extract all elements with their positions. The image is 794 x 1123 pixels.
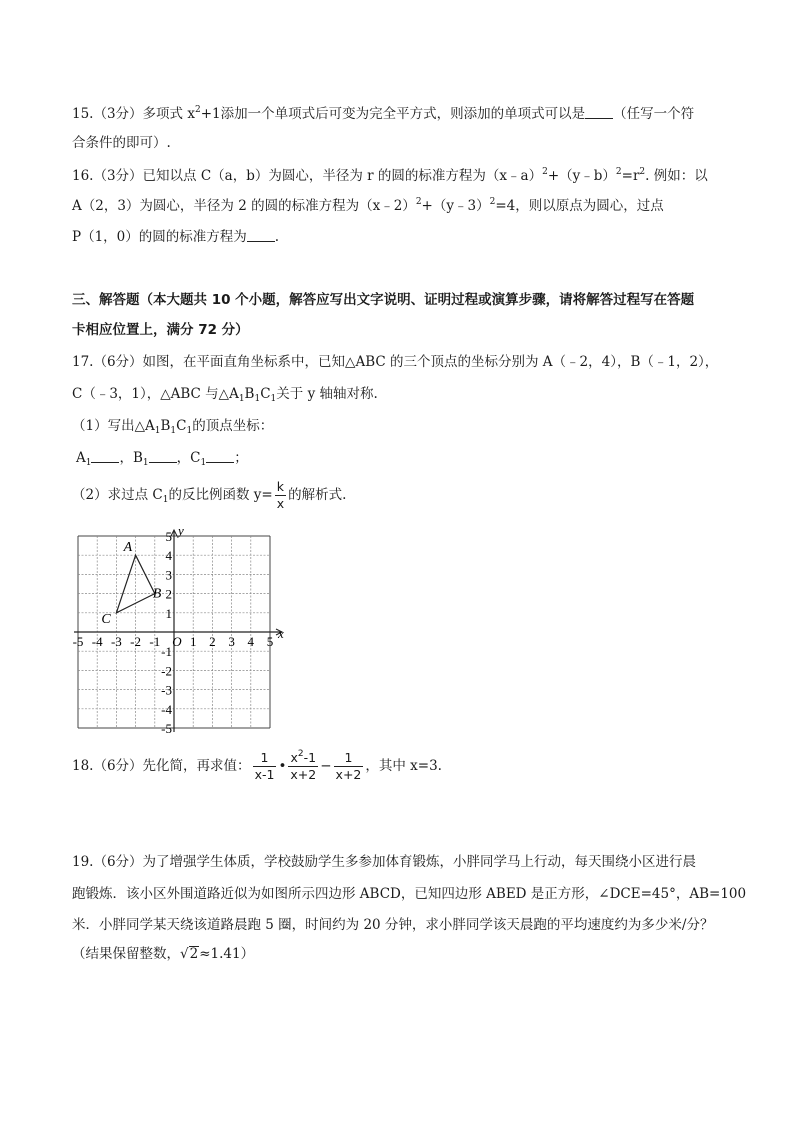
y-tick-label: -2 (161, 663, 172, 679)
x-tick-label: O (172, 634, 182, 649)
y-tick-label: -5 (161, 721, 172, 734)
q19-line1: 19.（6分）为了增强学生体质，学校鼓励学生多参加体育锻炼，小胖同学马上行动，每天围绕小区进行晨 (72, 854, 697, 870)
y-axis-label: y (178, 528, 184, 538)
q17-answer-line: $A_1$ ，$B_1$ ，$C_1$ ； (76, 450, 248, 468)
triangle-abc (101, 540, 161, 627)
x-tick-label: 3 (228, 634, 235, 649)
q18-line: 18.（6分）先化简，再求值： $\frac{1}{x-1}$ • $\frac{x^2-1}{x+2}$ − $\frac{1}{x+2}$ ，其中 x=3. (72, 749, 442, 782)
q17-part2: （2）求过点 $C_1$的反比例函数 y= $\frac{k}{x}$ 的解析式. (72, 479, 347, 511)
q19-line2: 跑锻炼．该小区外围道路近似为如图所示四边形 ABCD，已知四边形 ABED 是正方形，∠DCE=45°，AB=100 (72, 886, 747, 902)
y-tick-label: -1 (161, 644, 172, 660)
q17-line1: 17.（6分）如图，在平面直角坐标系中，已知△ABC 的三个顶点的坐标分别为 A（﹣2，4），B（﹣1，2）， (72, 354, 719, 370)
answer-blank (585, 106, 613, 119)
q19-line3: 米．小胖同学某天绕该道路晨跑 5 圈，时间约为 20 分钟，求小胖同学该天晨跑的平均速度约为多少米/分？ (72, 917, 714, 933)
x-tick-label: 2 (209, 634, 216, 649)
x-axis-label: x (278, 626, 284, 641)
vertex-label-b: B (152, 586, 162, 602)
q19-line4: （结果保留整数，√2≈1.41） (72, 946, 255, 962)
x-tick-label: 5 (266, 634, 274, 649)
x-tick-label: -1 (149, 634, 161, 649)
x-tick-label: -5 (72, 634, 84, 649)
q17-line2: C（﹣3，1），△ABC 与$\triangle A_1B_1C_1$关于 y 轴轴对称. (72, 386, 378, 404)
fraction-1-over-x-1: $\frac{1}{x-1}$ (254, 750, 275, 782)
fraction-1-over-x+2: $\frac{1}{x+2}$ (335, 750, 362, 782)
x-tick-label: -3 (110, 634, 122, 649)
x-tick-label: 1 (189, 634, 197, 649)
q16-line2: A（2，3）为圆心，半径为 2 的圆的标准方程为（x﹣2）$^2$+（y﹣3）$^2$=4，则以原点为圆心，过点 (72, 197, 664, 214)
q16-line1: 16.（3分）已知以点 C（a，b）为圆心，半径为 r 的圆的标准方程为$(x﹣a)^2+(y﹣b)^2=r^2$. 例如：以 (72, 167, 708, 184)
q16-line3: P（1，0）的圆的标准方程为 . (72, 229, 280, 245)
x-tick-label: -4 (91, 634, 103, 649)
y-tick-label: -3 (161, 682, 172, 698)
graph-axes (74, 528, 284, 732)
x-tick-label: -2 (130, 634, 142, 649)
fraction-x2-1-over-x+2: $\frac{x^2-1}{x+2}$ (290, 749, 317, 782)
answer-blank (149, 450, 177, 463)
vertex-label-a: A (123, 540, 133, 556)
section-heading: 三、解答题（本大题共 10 个小题，解答应写出文字说明、证明过程或演算步骤，请将解答过程写在答题 (72, 292, 695, 308)
y-tick-label: 1 (165, 605, 172, 621)
answer-blank (206, 450, 234, 463)
answer-blank (247, 229, 275, 242)
y-tick-label: 2 (165, 586, 172, 602)
coordinate-graph (72, 528, 292, 734)
fraction-k-over-x: $\frac{k}{x}$ (276, 479, 285, 511)
q15-line2: 合条件的即可）. (72, 135, 171, 151)
q17-part1: （1）写出$\triangle A_1B_1C_1$的顶点坐标： (72, 418, 274, 436)
y-tick-label: 3 (165, 567, 172, 583)
vertex-label-c: C (101, 611, 111, 627)
x-tick-label: 4 (247, 634, 255, 649)
q15-line1: 15.（3分）多项式 $x^2+1$添加一个单项式后可变为完全平方式，则添加的单项式可以是 （任写一个符 (72, 105, 695, 122)
y-tick-label: -4 (161, 701, 172, 717)
y-tick-label: 5 (165, 529, 172, 544)
section-heading-cont: 卡相应位置上，满分 72 分） (72, 322, 249, 338)
y-tick-label: 4 (165, 548, 172, 564)
answer-blank (91, 450, 119, 463)
